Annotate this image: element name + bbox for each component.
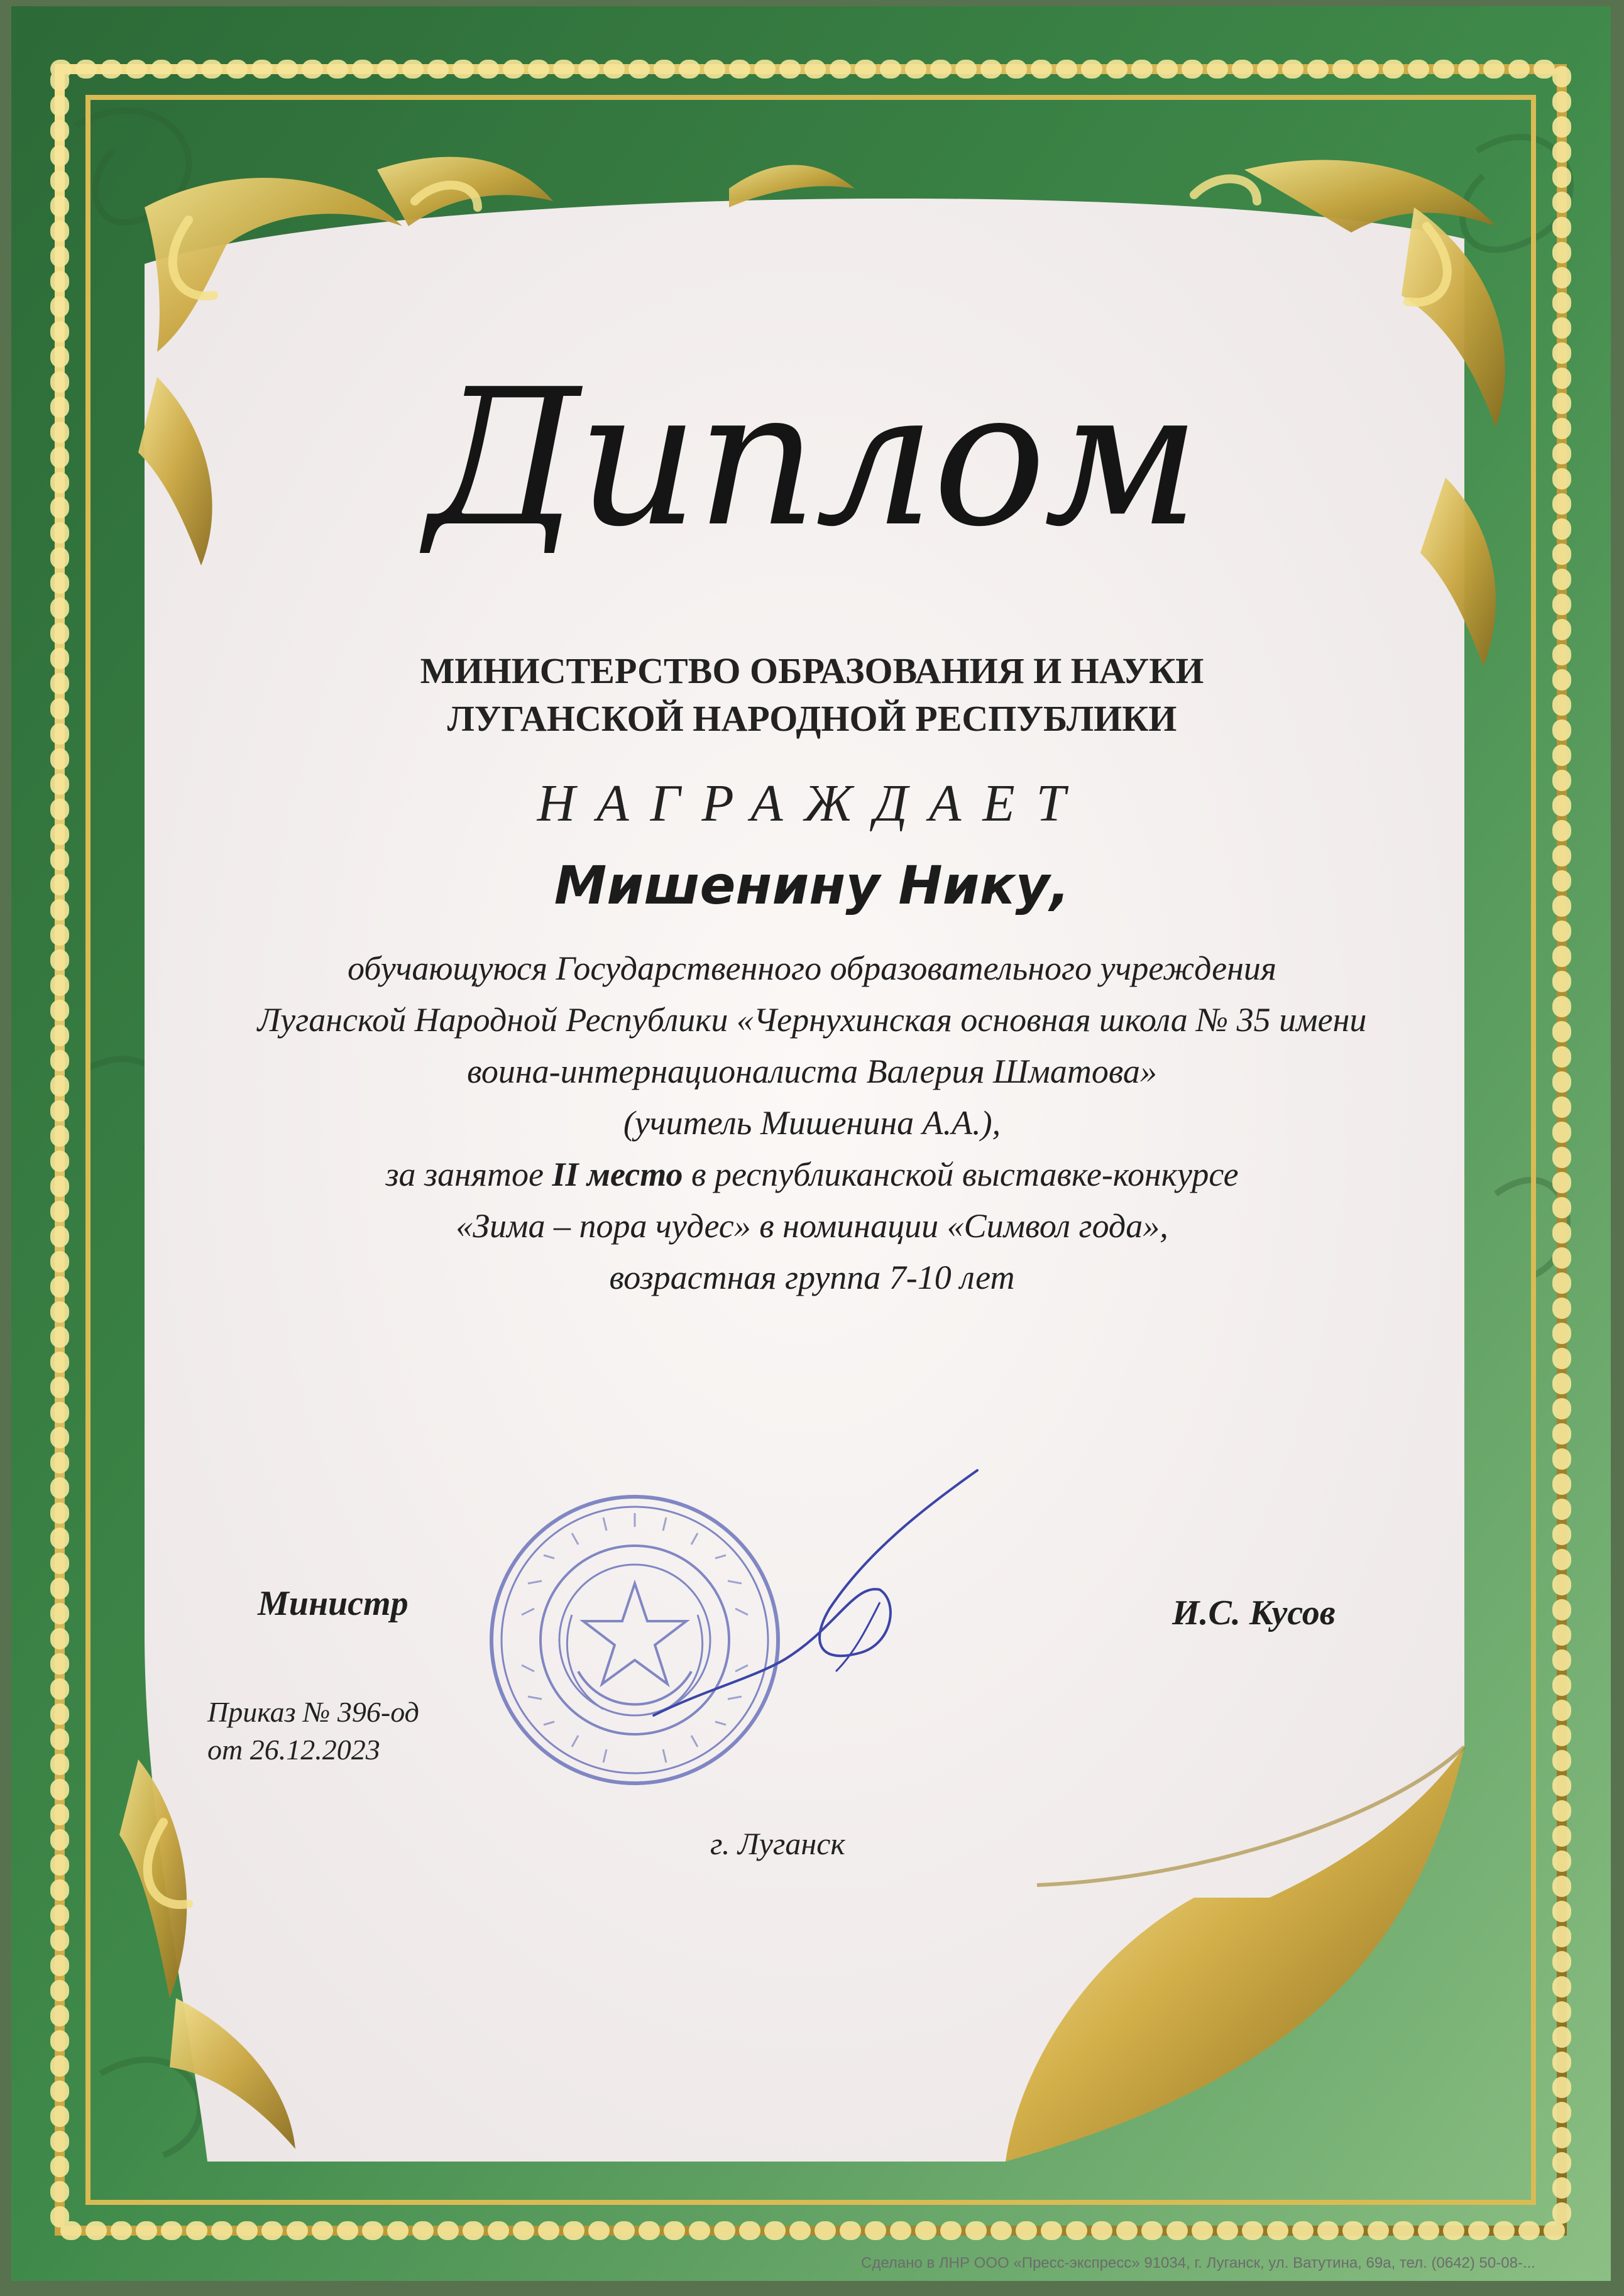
awards-heading: НАГРАЖДАЕТ bbox=[537, 774, 1087, 833]
recipient-name: Мишенину Нику, bbox=[554, 855, 1070, 916]
place-prefix: за занятое bbox=[385, 1156, 552, 1193]
ministry-line-1: МИНИСТЕРСТВО ОБРАЗОВАНИЯ И НАУКИ bbox=[420, 650, 1204, 691]
diploma-title: Диплом bbox=[426, 349, 1198, 568]
place-value: II место bbox=[552, 1156, 683, 1193]
ministry-line-2: ЛУГАНСКОЙ НАРОДНОЙ РЕСПУБЛИКИ bbox=[447, 698, 1177, 739]
signer-title: Министр bbox=[258, 1584, 409, 1623]
age-group-line: возрастная группа 7-10 лет bbox=[609, 1259, 1015, 1296]
printer-imprint: Сделано в ЛНР ООО «Пресс-экспресс» 91034, г. Луганск, ул. Ватутина, 69а, тел. (0642) 50-08-... bbox=[861, 2255, 1535, 2271]
order-date: от 26.12.2023 bbox=[207, 1734, 380, 1766]
signature bbox=[628, 1464, 1006, 1728]
contest-line: «Зима – пора чудес» в номинации «Символ года», bbox=[456, 1207, 1168, 1245]
description-line: воина-интернационалиста Валерия Шматова» bbox=[467, 1052, 1157, 1090]
description-line: (учитель Мишенина А.А.), bbox=[623, 1104, 1001, 1142]
place-suffix: в республиканской выставке-конкурсе bbox=[683, 1156, 1239, 1193]
description-line: Луганской Народной Республики «Чернухинская основная школа № 35 имени bbox=[257, 1001, 1367, 1039]
place-line bbox=[189, 1149, 1435, 1200]
award-description bbox=[189, 943, 1435, 1303]
city: г. Луганск bbox=[710, 1826, 845, 1861]
description-line: обучающуюся Государственного образовательного учреждения bbox=[347, 949, 1277, 987]
ministry-heading bbox=[0, 647, 1624, 743]
signer-name: И.С. Кусов bbox=[1172, 1594, 1336, 1632]
order-info bbox=[207, 1693, 419, 1769]
order-number: Приказ № 396-од bbox=[207, 1696, 419, 1728]
